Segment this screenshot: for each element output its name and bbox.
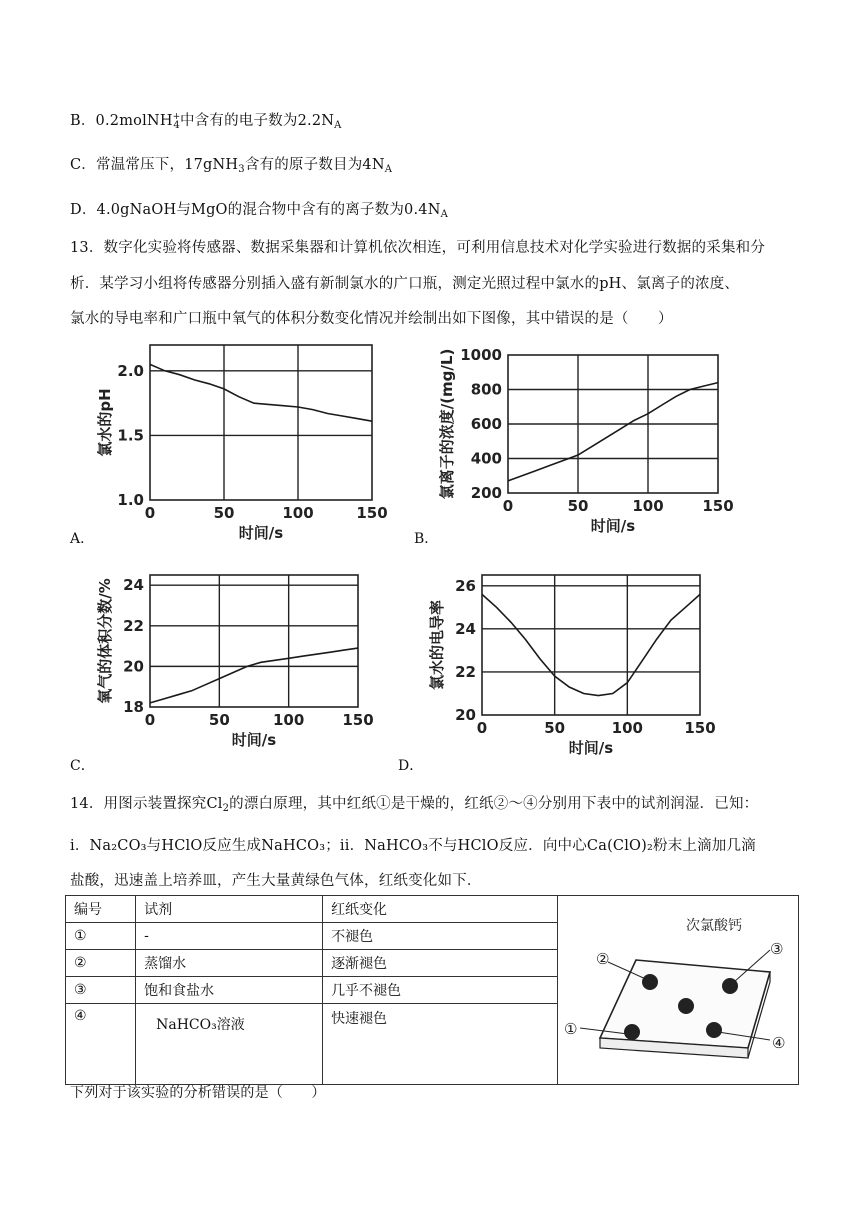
- row-2-number: ②: [66, 950, 136, 977]
- chart-b: [428, 335, 758, 545]
- row-1-number: ①: [66, 923, 136, 950]
- q13-line3: 氯水的导电率和广口瓶中氧气的体积分数变化情况并绘制出如下图像，其中错误的是（ ）: [70, 311, 673, 327]
- x-tick-label: 50: [208, 711, 230, 729]
- chart-d: [420, 560, 750, 755]
- y-axis-label: 氧气的体积分数/%: [96, 578, 114, 704]
- apparatus-figure: [557, 896, 798, 1085]
- y-tick-label: 600: [470, 415, 502, 433]
- x-tick-label: 100: [611, 719, 643, 737]
- plot-frame: [150, 575, 358, 707]
- y-tick-label: 26: [455, 576, 476, 595]
- y-tick-label: 22: [455, 662, 476, 681]
- series-line: [508, 383, 718, 481]
- chart-c: [88, 560, 408, 755]
- header-change: 红纸变化: [323, 896, 558, 923]
- reagent-table: [65, 895, 799, 1085]
- x-tick-label: 0: [144, 711, 156, 729]
- row-4-change: 快速褪色: [323, 1004, 558, 1085]
- y-tick-label: 20: [455, 706, 476, 724]
- chart-b-label: B．: [414, 531, 439, 547]
- chart-a: [88, 335, 408, 545]
- q14-question: 下列对于该实验的分析错误的是（ ）: [70, 1085, 326, 1101]
- x-tick-label: 150: [342, 711, 374, 729]
- y-tick-label: 1.5: [117, 426, 144, 445]
- option-d: D．4.0gNaOH与MgO的混合物中含有的离子数为$0.4N_A$: [70, 202, 449, 220]
- series-line: [482, 594, 700, 695]
- x-tick-label: 50: [567, 497, 589, 515]
- series-line: [150, 648, 358, 703]
- x-tick-label: 0: [476, 719, 488, 737]
- y-tick-label: 1000: [460, 346, 502, 364]
- chart-a-label: A．: [70, 531, 95, 547]
- x-axis-label: 时间/s: [590, 517, 636, 535]
- x-tick-label: 50: [213, 504, 235, 522]
- y-axis-label: 氯水的电导率: [428, 599, 446, 691]
- q14-line3: 盐酸，迅速盖上培养皿，产生大量黄绿色气体，红纸变化如下．: [70, 873, 482, 889]
- y-axis-label: 氯离子的浓度/(mg/L): [438, 348, 456, 500]
- y-axis-label: 氯水的pH: [96, 388, 114, 457]
- y-tick-label: 24: [455, 619, 476, 638]
- row-1-reagent: -: [136, 923, 323, 950]
- chart-d-label: D．: [398, 758, 424, 774]
- series-line: [150, 364, 372, 421]
- label-1: ①: [563, 1020, 578, 1038]
- y-tick-label: 24: [123, 576, 144, 595]
- option-b: B．0.2molNH+$_4$中含有的电子数为$2.2N_A$: [70, 112, 342, 131]
- x-tick-label: 0: [144, 504, 156, 522]
- row-3-change: 几乎不褪色: [323, 977, 558, 1004]
- header-reagent: 试剂: [136, 896, 323, 923]
- x-axis-label: 时间/s: [238, 524, 284, 542]
- y-tick-label: 1.0: [117, 491, 144, 509]
- x-tick-label: 0: [502, 497, 514, 515]
- y-tick-label: 18: [123, 698, 144, 716]
- x-tick-label: 100: [282, 504, 314, 522]
- y-tick-label: 800: [470, 380, 502, 399]
- figure-title: 次氯酸钙: [685, 918, 742, 934]
- plot-frame: [150, 345, 372, 500]
- q13-line2: 析．某学习小组将传感器分别插入盛有新制氯水的广口瓶，测定光照过程中氯水的pH、氯离子的浓度、: [70, 276, 740, 292]
- y-tick-label: 400: [470, 449, 502, 468]
- label-4: ④: [771, 1034, 786, 1052]
- y-tick-label: 200: [470, 484, 502, 502]
- chart-c-label: C．: [70, 758, 95, 774]
- row-2-change: 逐渐褪色: [323, 950, 558, 977]
- x-tick-label: 100: [273, 711, 305, 729]
- row-4-number: ④: [66, 1004, 136, 1085]
- row-1-change: 不褪色: [323, 923, 558, 950]
- row-3-reagent: 饱和食盐水: [136, 977, 323, 1004]
- row-2-reagent: 蒸馏水: [136, 950, 323, 977]
- q14-line2: i．Na₂CO₃与HClO反应生成NaHCO₃；ii．NaHCO₃不与HClO反应．向中心Ca(ClO)₂粉末上滴加几滴: [70, 838, 756, 854]
- q13-line1: 13．数字化实验将传感器、数据采集器和计算机依次相连，可利用信息技术对化学实验进行数据的采集和分: [70, 240, 766, 256]
- x-axis-label: 时间/s: [568, 739, 614, 755]
- x-tick-label: 150: [684, 719, 716, 737]
- header-number: 编号: [66, 896, 136, 923]
- q14-line1: 14．用图示装置探究$Cl_2$的漂白原理，其中红纸①是干燥的，红纸②～④分别用下表中的试剂润湿．已知：: [70, 796, 759, 814]
- x-tick-label: 50: [544, 719, 566, 737]
- x-axis-label: 时间/s: [231, 731, 277, 749]
- y-tick-label: 2.0: [117, 361, 144, 380]
- x-tick-label: 150: [702, 497, 734, 515]
- x-tick-label: 100: [632, 497, 664, 515]
- y-tick-label: 20: [123, 657, 144, 676]
- y-tick-label: 22: [123, 616, 144, 635]
- x-tick-label: 150: [356, 504, 388, 522]
- label-3: ③: [769, 940, 784, 958]
- petri-dish-diagram: [558, 898, 798, 1078]
- row-4-reagent: NaHCO₃溶液: [136, 1004, 323, 1085]
- option-c: C．常温常压下，17gNH$_3$含有的原子数目为$4N_A$: [70, 157, 393, 175]
- label-2: ②: [595, 950, 610, 968]
- row-3-number: ③: [66, 977, 136, 1004]
